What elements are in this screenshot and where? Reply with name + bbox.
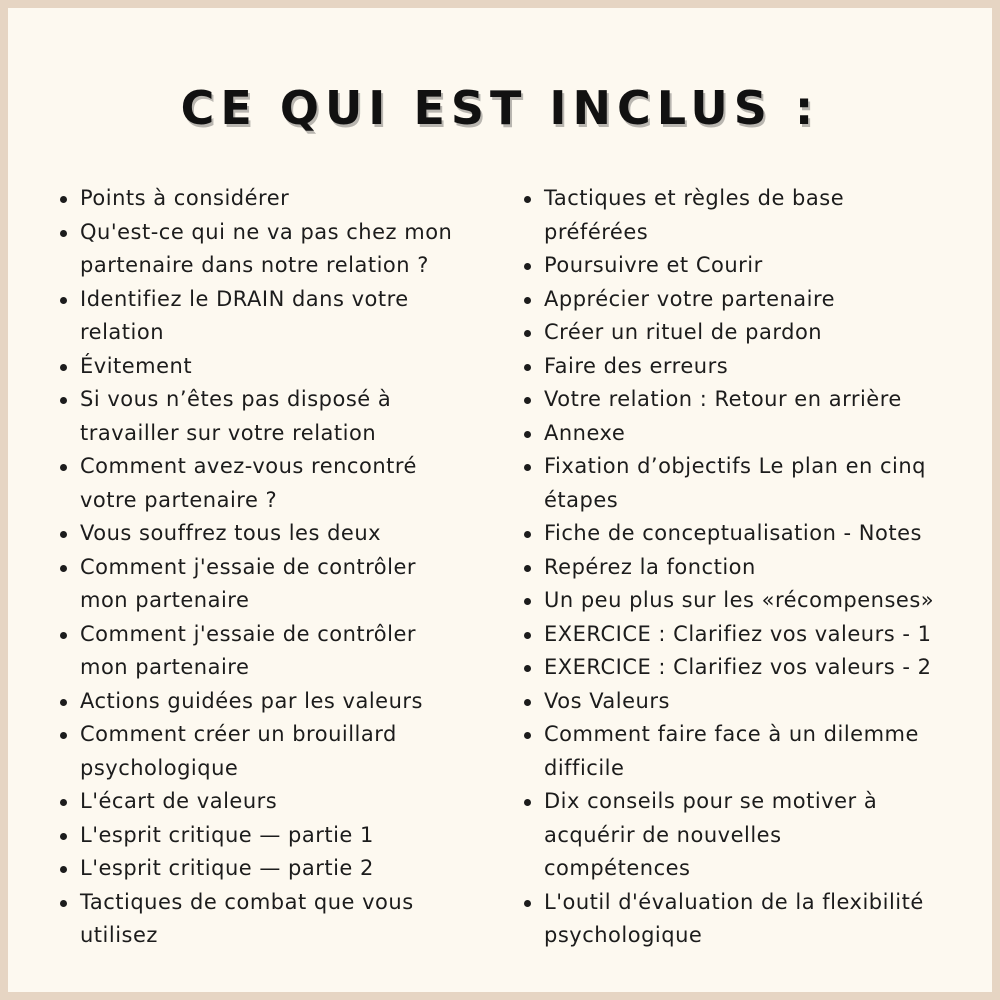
list-item-line: psychologique — [544, 923, 703, 947]
list-item-line: L'outil d'évaluation de la flexibilité — [544, 889, 924, 914]
list-item — [520, 886, 968, 953]
list-item-line: Faire des erreurs — [544, 353, 729, 378]
list-item — [520, 685, 968, 719]
list-item-line: Poursuivre et Courir — [544, 253, 763, 277]
right-column-list — [520, 182, 968, 953]
list-item-line: Dix conseils pour se motiver à — [544, 789, 878, 813]
list-item-line: Comment faire face à un dilemme — [544, 722, 919, 746]
list-item-line: Créer un rituel de pardon — [544, 320, 823, 344]
list-item-line: Fiche de conceptualisation - Notes — [544, 521, 922, 545]
list-item — [56, 283, 496, 350]
list-item-line: Tactiques et règles de base — [544, 186, 845, 210]
list-item-line: Comment j'essaie de contrôler — [80, 621, 417, 646]
list-item-line: EXERCICE : Clarifiez vos valeurs - 1 — [544, 621, 932, 646]
list-item-line: EXERCICE : Clarifiez vos valeurs - 2 — [544, 655, 932, 679]
list-item-line: L'esprit critique — partie 1 — [80, 822, 374, 847]
list-item — [56, 450, 496, 517]
page-frame — [8, 8, 992, 992]
list-item-line: mon partenaire — [80, 588, 250, 612]
list-item — [520, 718, 968, 785]
list-item-line: travailler sur votre relation — [80, 420, 377, 445]
left-column-list — [56, 182, 496, 953]
list-item-line: partenaire dans notre relation ? — [80, 253, 429, 277]
list-item — [56, 182, 496, 216]
list-item-line: Repérez la fonction — [544, 554, 756, 579]
list-item-line: Comment j'essaie de contrôler — [80, 554, 417, 579]
list-item — [520, 584, 968, 618]
list-item-line: difficile — [544, 755, 625, 780]
list-item-line: Comment avez-vous rencontré — [80, 454, 417, 478]
list-item — [520, 551, 968, 585]
list-item-line: L'écart de valeurs — [80, 789, 278, 813]
list-item — [56, 785, 496, 819]
list-item — [520, 249, 968, 283]
list-item-line: relation — [80, 320, 165, 344]
list-item-line: Points à considérer — [80, 186, 290, 210]
list-item-line: Tactiques de combat que vous — [80, 889, 414, 914]
list-item-line: étapes — [544, 487, 619, 512]
list-item-line: utilisez — [80, 923, 158, 947]
page-title: CE QUI EST INCLUS : — [180, 81, 820, 135]
list-item-line: Identifiez le DRAIN dans votre — [80, 286, 409, 311]
list-item — [520, 618, 968, 652]
list-item — [520, 316, 968, 350]
list-item — [520, 450, 968, 517]
list-item-line: Un peu plus sur les «récompenses» — [544, 588, 935, 612]
list-item — [520, 785, 968, 886]
list-item-line: compétences — [544, 856, 691, 880]
list-item-line: Annexe — [544, 420, 626, 445]
list-item — [56, 551, 496, 618]
list-item — [56, 517, 496, 551]
list-item-line: préférées — [544, 219, 649, 244]
list-item-line: Évitement — [80, 353, 193, 378]
list-item-line: acquérir de nouvelles — [544, 822, 782, 847]
list-item — [56, 383, 496, 450]
list-item — [56, 886, 496, 953]
list-item — [56, 216, 496, 283]
list-item — [520, 517, 968, 551]
list-item — [56, 852, 496, 886]
list-item-line: L'esprit critique — partie 2 — [80, 856, 374, 880]
list-item-line: Apprécier votre partenaire — [544, 286, 836, 311]
list-item-line: Si vous n’êtes pas disposé à — [80, 387, 392, 411]
list-item-line: Fixation d’objectifs Le plan en cinq — [544, 454, 927, 478]
list-item — [56, 350, 496, 384]
list-item — [520, 283, 968, 317]
list-item — [520, 350, 968, 384]
list-item-line: Comment créer un brouillard — [80, 722, 397, 746]
list-item-line: Actions guidées par les valeurs — [80, 688, 423, 713]
list-item-line: Vous souffrez tous les deux — [80, 521, 382, 545]
list-item-line: mon partenaire — [80, 655, 250, 679]
list-item — [520, 182, 968, 249]
list-item — [56, 618, 496, 685]
list-item-line: Votre relation : Retour en arrière — [544, 387, 902, 411]
list-item — [56, 819, 496, 853]
list-item — [56, 718, 496, 785]
list-item-line: votre partenaire ? — [80, 487, 278, 512]
list-item-line: psychologique — [80, 755, 239, 780]
list-item — [520, 417, 968, 451]
list-item-line: Vos Valeurs — [544, 688, 670, 713]
list-item — [56, 685, 496, 719]
list-item-line: Qu'est-ce qui ne va pas chez mon — [80, 219, 453, 244]
list-item — [520, 651, 968, 685]
list-item — [520, 383, 968, 417]
